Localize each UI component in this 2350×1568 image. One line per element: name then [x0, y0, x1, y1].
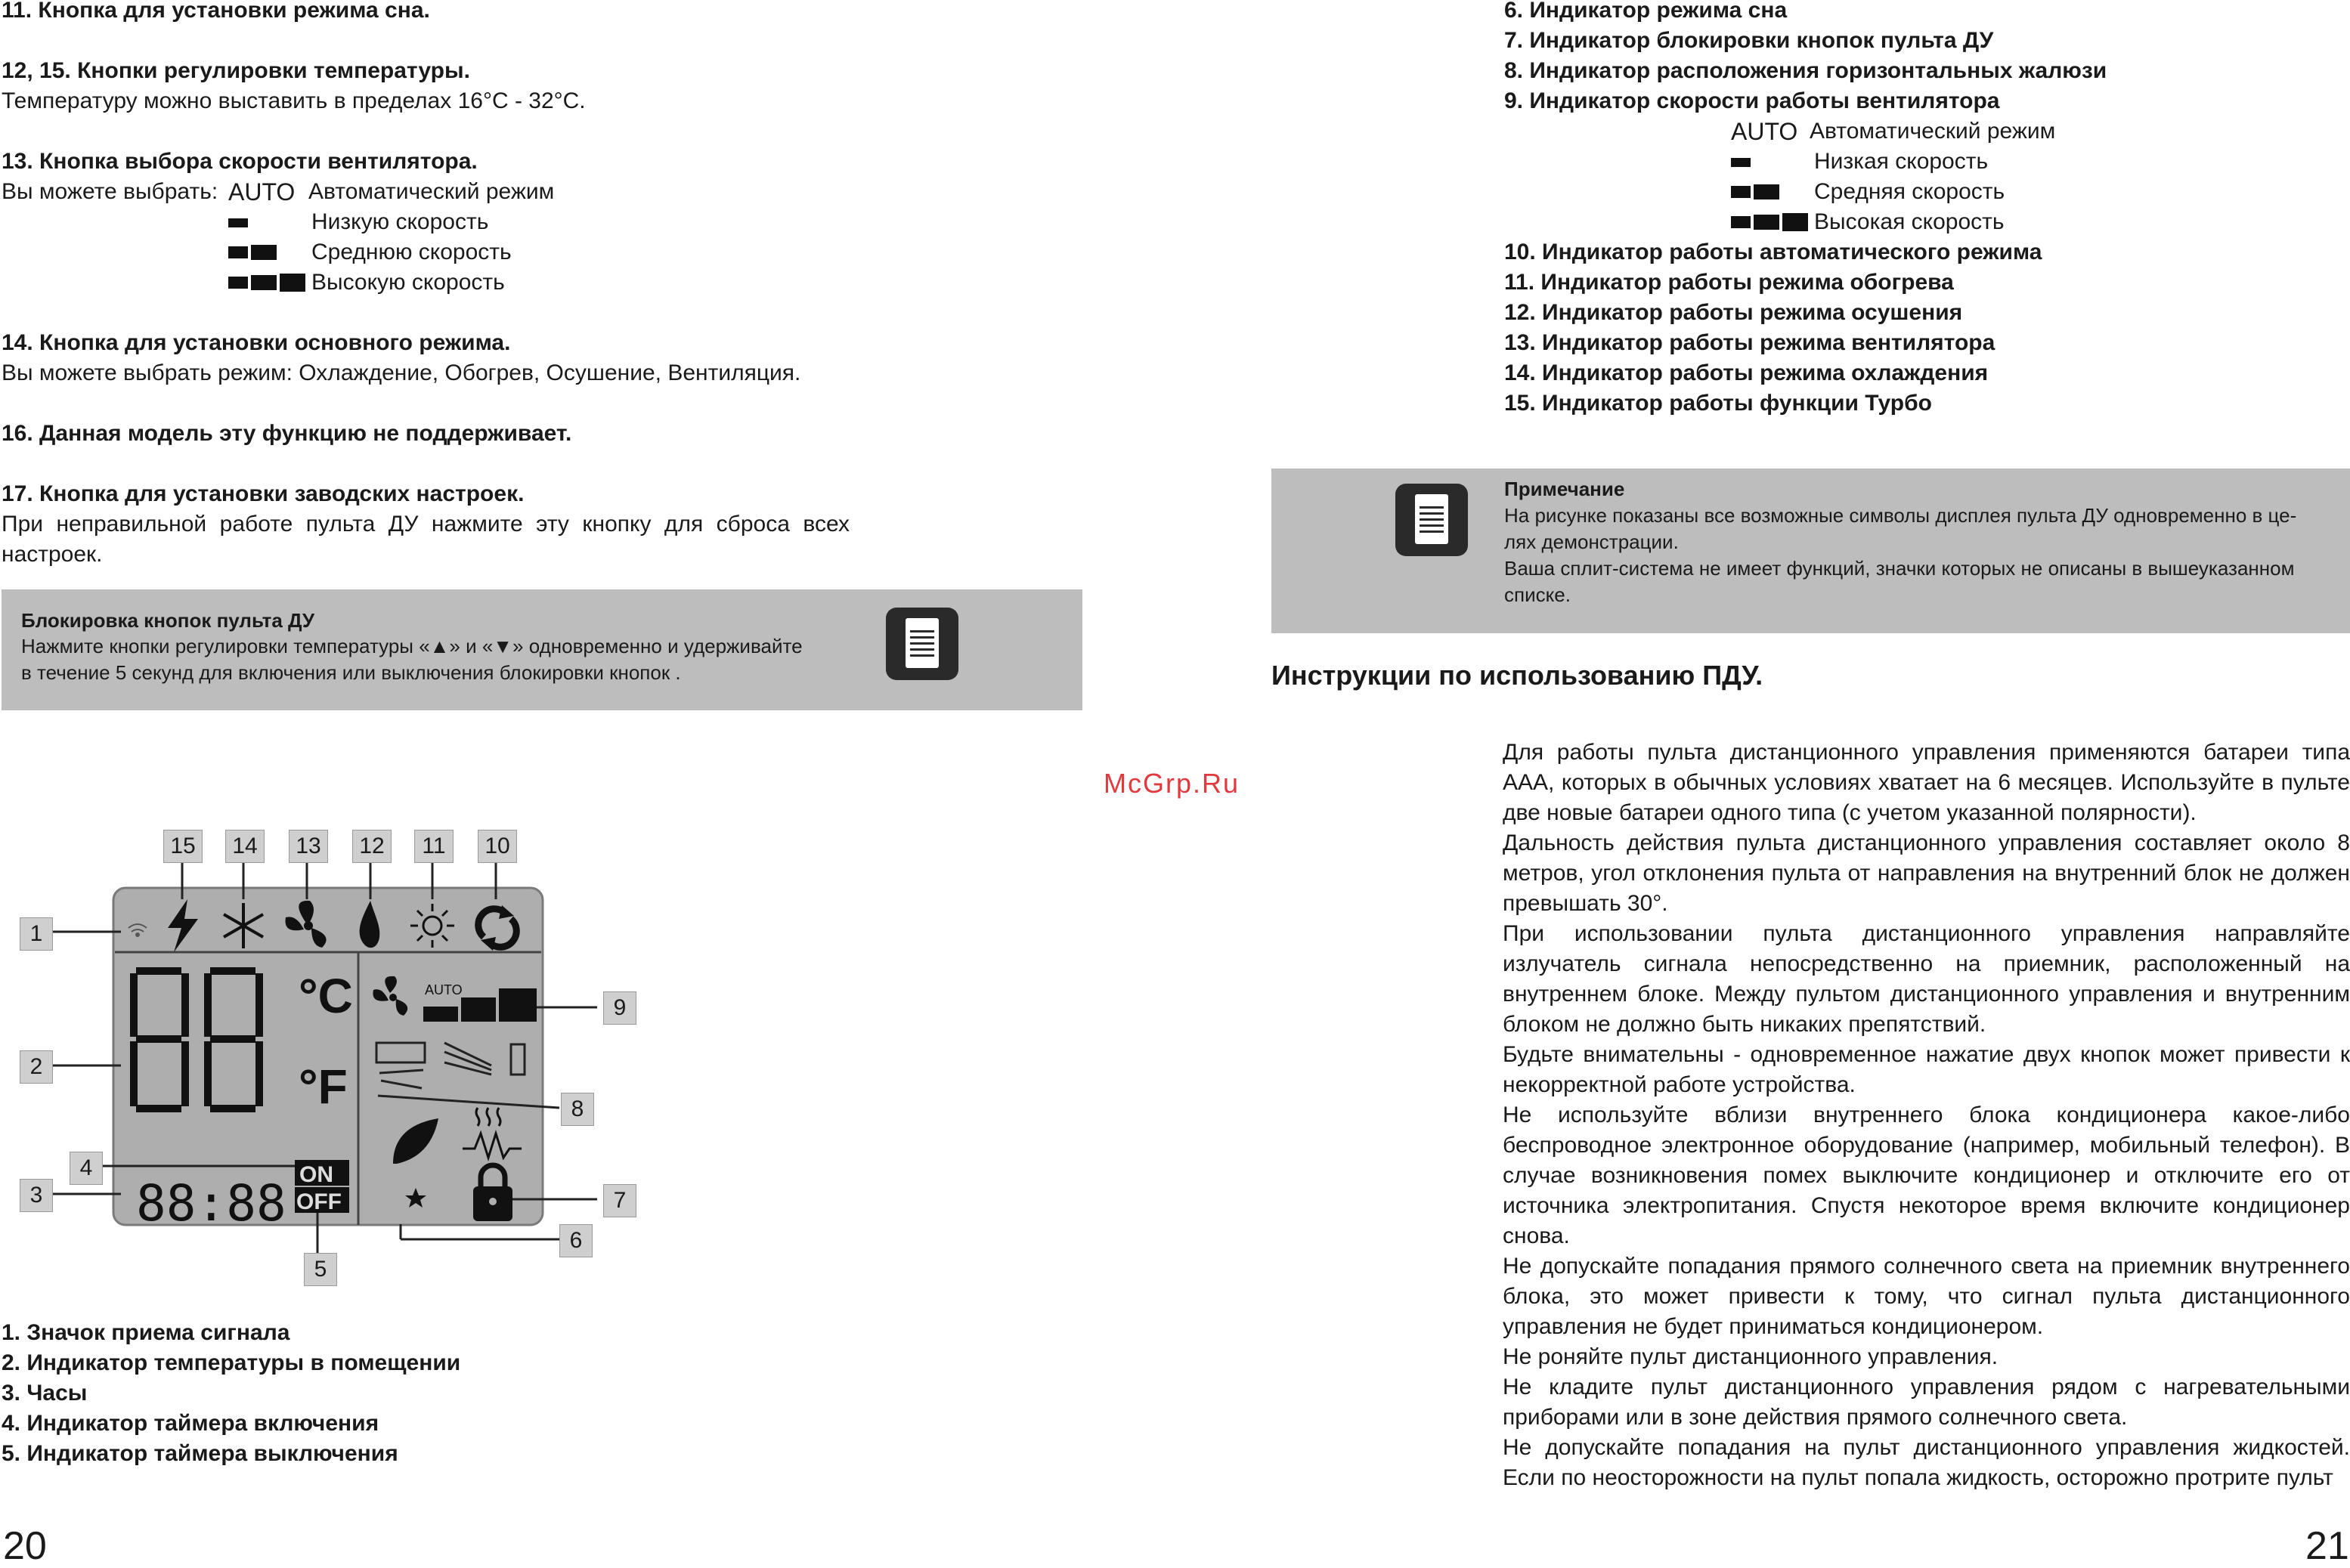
callout-6: 6: [559, 1224, 593, 1257]
legend-9: 9. Индикатор скорости работы вентилятора: [1504, 88, 2000, 113]
legend-11: 11. Индикатор работы режима обогрева: [1504, 270, 1954, 295]
note-line2: лях демонстрации.: [1504, 530, 1679, 553]
page-number-right: 21: [2305, 1524, 2349, 1568]
fan-medium-icon-right: [1731, 184, 1782, 199]
paragraph-heat: Не кладите пульт дистанционного управления рядом с нагревательными приборами или в зоне действия прямого солнечного света.: [1503, 1375, 2350, 1430]
lock-box-line1: Нажмите кнопки регулировки температуры «▲» и «▼» одновременно и удерживайте: [21, 635, 803, 657]
watermark: McGrp.Ru: [1104, 768, 1240, 799]
legend-15: 15. Индикатор работы функции Турбо: [1504, 391, 1932, 416]
note-line3: Ваша сплит-система не имеет функций, значки которых не описаны в вышеуказанном: [1504, 557, 2295, 580]
legend-13: 13. Индикатор работы режима вентилятора: [1504, 330, 1995, 355]
paragraph-range: Дальность действия пульта дистанционного управления составляет около 8 метров, угол отклонения пульта от направления на внутренний блок не должен превышать 30°.: [1503, 830, 2350, 916]
note-box: [1271, 469, 2350, 633]
item-13-lead: Вы можете выбрать:: [2, 179, 218, 204]
item-14-text: Вы можете выбрать режим: Охлаждение, Обогрев, Осушение, Вентиляция.: [2, 360, 801, 385]
legend-6: 6. Индикатор режима сна: [1504, 0, 1788, 23]
page-number-left: 20: [3, 1524, 47, 1568]
unit-c: °C: [299, 969, 353, 1023]
legend-12: 12. Индикатор работы режима осушения: [1504, 300, 1963, 325]
note-document-icon: [1395, 484, 1468, 556]
paragraph-two-buttons: Будьте внимательны - одновременное нажатие двух кнопок может привести к некорректной работе устройства.: [1503, 1042, 2350, 1097]
fan-option-medium: Среднюю скорость: [311, 240, 512, 264]
legend-7: 7. Индикатор блокировки кнопок пульта ДУ: [1504, 28, 1994, 53]
item-17-text: При неправильной работе пульта ДУ нажмите эту кнопку для сброса всех настроек.: [2, 512, 850, 567]
callout-5: 5: [304, 1253, 337, 1286]
legend-10: 10. Индикатор работы автоматического режима: [1504, 240, 2042, 264]
callout-8: 8: [561, 1093, 594, 1126]
fan-speed-medium: Средняя скорость: [1814, 179, 2005, 204]
note-line1: На рисунке показаны все возможные символы дисплея пульта ДУ одновременно в це-: [1504, 504, 2297, 527]
auto-glyph-right: AUTO: [1731, 118, 1798, 145]
legend-3: 3. Часы: [2, 1381, 88, 1406]
unit-f: °F: [299, 1059, 348, 1114]
lock-info-box: [2, 589, 1082, 710]
fan-low-icon: [228, 216, 251, 230]
item-12-text: Температуру можно выставить в пределах 16°C - 32°C.: [2, 88, 586, 113]
callout-1: 1: [20, 917, 53, 951]
legend-2: 2. Индикатор температуры в помещении: [2, 1350, 461, 1375]
fan-speed-auto: Автоматический режим: [1810, 119, 2056, 144]
legend-4: 4. Индикатор таймера включения: [2, 1411, 379, 1436]
callout-7: 7: [603, 1184, 636, 1217]
fan-option-auto: Автоматический режим: [308, 179, 555, 204]
item-17-title: 17. Кнопка для установки заводских настроек.: [2, 481, 525, 506]
paragraph-drop: Не роняйте пульт дистанционного управления.: [1503, 1344, 1999, 1369]
item-16-title: 16. Данная модель эту функцию не поддерживает.: [2, 421, 572, 446]
callout-10: 10: [478, 830, 517, 863]
callout-13: 13: [289, 830, 328, 863]
paragraph-liquid: Не допускайте попадания на пульт дистанционного управления жидкостей. Если по неосторожности на пульт попала жидкость, осторожно протрите пульт: [1503, 1435, 2350, 1490]
paragraph-aim: При использовании пульта дистанционного управления направляйте излучатель сигнала непосредственно на приемник, расположенный на внутреннем блоке. Между пультом дистанционного управления и внутренним блоком не должно быть никаких препятствий.: [1503, 921, 2350, 1037]
paragraph-sunlight: Не допускайте попадания прямого солнечного света на приемник внутреннего блока, это может привести к тому, что сигнал пульта дистанционного управления не будет приниматься кондиционером.: [1503, 1254, 2350, 1339]
lock-box-title: Блокировка кнопок пульта ДУ: [21, 609, 315, 632]
note-line4: списке.: [1504, 583, 1571, 606]
callout-4: 4: [70, 1152, 103, 1185]
callout-14: 14: [225, 830, 265, 863]
document-icon: [886, 608, 958, 680]
item-13-title: 13. Кнопка выбора скорости вентилятора.: [2, 149, 478, 174]
callout-9: 9: [603, 991, 636, 1025]
fan-high-icon-right: [1731, 213, 1811, 231]
note-title: Примечание: [1504, 478, 1625, 500]
fan-auto-label: AUTO: [425, 982, 463, 997]
callout-15: 15: [163, 830, 203, 863]
auto-glyph: AUTO: [228, 178, 296, 206]
on-indicator: ON: [299, 1162, 333, 1187]
item-14-title: 14. Кнопка для установки основного режима.: [2, 330, 511, 355]
callout-2: 2: [20, 1050, 53, 1084]
legend-5: 5. Индикатор таймера выключения: [2, 1441, 398, 1466]
paragraph-wireless: Не используйте вблизи внутреннего блока кондиционера какое-либо беспроводное электронное оборудование (например, мобильный телефон). В случае возникновения помех выключите кондиционер и отключите его от источника электропитания. Спустя некоторое время включите кондиционер снова.: [1503, 1103, 2350, 1248]
callout-3: 3: [20, 1179, 53, 1212]
callout-12: 12: [352, 830, 392, 863]
section-heading: Инструкции по использованию ПДУ.: [1271, 660, 1763, 691]
clock-digits: 88:88: [136, 1174, 286, 1232]
fan-option-high: Высокую скорость: [311, 270, 505, 295]
fan-medium-icon: [228, 245, 280, 260]
paragraph-batteries: Для работы пульта дистанционного управления применяются батареи типа ААА, которых в обычных условиях хватает на 6 месяцев. Используйте в пульте две новые батареи одного типа (с учетом указанной полярности).: [1503, 740, 2350, 825]
fan-speed-high: Высокая скорость: [1814, 209, 2005, 234]
callout-11: 11: [414, 830, 454, 863]
lock-box-line2: в течение 5 секунд для включения или выключения блокировки кнопок .: [21, 661, 681, 684]
legend-8: 8. Индикатор расположения горизонтальных жалюзи: [1504, 58, 2107, 83]
fan-option-low: Низкую скорость: [311, 209, 489, 234]
item-11-title: 11. Кнопка для установки режима сна.: [2, 0, 430, 23]
fan-low-icon-right: [1731, 156, 1754, 169]
legend-14: 14. Индикатор работы режима охлаждения: [1504, 360, 1989, 385]
fan-high-icon: [228, 274, 308, 292]
off-indicator: OFF: [296, 1189, 342, 1214]
fan-speed-low: Низкая скорость: [1814, 149, 1989, 174]
legend-1: 1. Значок приема сигнала: [2, 1320, 290, 1345]
lcd-diagram: [0, 816, 680, 1300]
instructions-body: [1503, 738, 2350, 1493]
item-12-title: 12, 15. Кнопки регулировки температуры.: [2, 58, 470, 83]
